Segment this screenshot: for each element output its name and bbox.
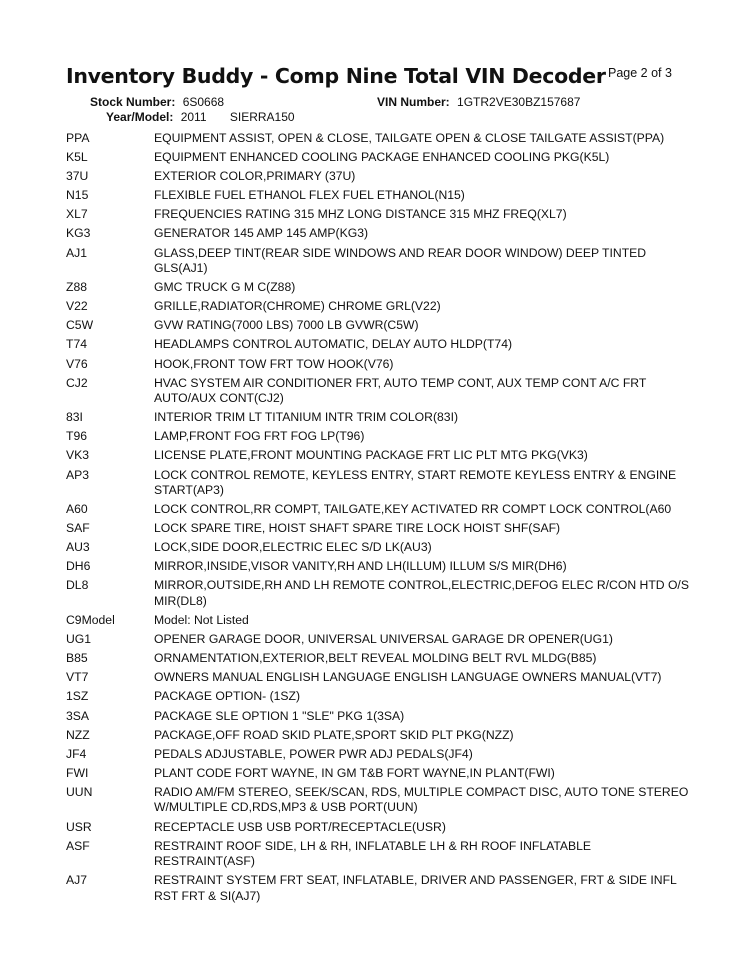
option-row xyxy=(66,785,706,816)
option-description: GVW RATING(7000 LBS) 7000 LB GVWR(C5W) xyxy=(154,318,419,333)
option-code: C5W xyxy=(66,318,94,333)
option-row xyxy=(66,299,706,315)
option-code: VT7 xyxy=(66,670,89,685)
option-row xyxy=(66,613,706,629)
option-code: UG1 xyxy=(66,632,92,647)
option-description: GRILLE,RADIATOR(CHROME) CHROME GRL(V22) xyxy=(154,299,441,314)
option-row xyxy=(66,709,706,725)
option-row xyxy=(66,689,706,705)
option-description: RADIO AM/FM STEREO, SEEK/SCAN, RDS, MULTIPLE COMPACT DISC, AUTO TONE STEREO W/MULTIPLE CD,RDS,MP3 & USB PORT(UUN) xyxy=(154,784,689,815)
option-description: ORNAMENTATION,EXTERIOR,BELT REVEAL MOLDING BELT RVL MLDG(B85) xyxy=(154,651,597,666)
stock-number-label: Stock Number: xyxy=(90,95,176,109)
option-code: 37U xyxy=(66,169,89,184)
option-code: V76 xyxy=(66,356,88,371)
option-row xyxy=(66,429,706,445)
vin-number-value: 1GTR2VE30BZ157687 xyxy=(457,95,581,109)
option-description: OWNERS MANUAL ENGLISH LANGUAGE ENGLISH LANGUAGE OWNERS MANUAL(VT7) xyxy=(154,670,662,685)
option-code: SAF xyxy=(66,521,90,536)
option-code: UUN xyxy=(66,784,93,799)
option-code: 83I xyxy=(66,410,83,425)
document-title: Inventory Buddy - Comp Nine Total VIN Decoder xyxy=(66,64,606,88)
option-code: 3SA xyxy=(66,708,90,723)
option-row xyxy=(66,246,706,277)
option-description: EQUIPMENT ENHANCED COOLING PACKAGE ENHANCED COOLING PKG(K5L) xyxy=(154,150,610,165)
option-row xyxy=(66,448,706,464)
option-description: Model: Not Listed xyxy=(154,613,249,628)
option-code: DL8 xyxy=(66,578,89,593)
stock-number xyxy=(90,95,224,109)
option-code: PPA xyxy=(66,131,90,145)
stock-number-value: 6S0668 xyxy=(182,95,225,109)
option-row xyxy=(66,280,706,296)
option-code: Z88 xyxy=(66,280,88,295)
option-row xyxy=(66,131,706,147)
year-value: 2011 xyxy=(180,110,207,124)
option-row xyxy=(66,502,706,518)
option-code: CJ2 xyxy=(66,375,88,390)
option-description: LOCK,SIDE DOOR,ELECTRIC ELEC S/D LK(AU3) xyxy=(154,540,432,555)
option-code: ASF xyxy=(66,838,90,853)
option-code: JF4 xyxy=(66,746,87,761)
option-description: FLEXIBLE FUEL ETHANOL FLEX FUEL ETHANOL(N15) xyxy=(154,188,465,203)
option-code: 1SZ xyxy=(66,689,89,704)
option-code: AJ7 xyxy=(66,873,88,888)
option-description: MIRROR,OUTSIDE,RH AND LH REMOTE CONTROL,ELECTRIC,DEFOG ELEC R/CON HTD O/S MIR(DL8) xyxy=(154,578,689,608)
option-row xyxy=(66,540,706,556)
option-code: A60 xyxy=(66,502,88,517)
option-code-list xyxy=(66,131,706,908)
option-row xyxy=(66,468,706,499)
option-description: EXTERIOR COLOR,PRIMARY (37U) xyxy=(154,169,356,184)
page-number: Page 2 of 3 xyxy=(608,66,672,80)
option-row xyxy=(66,410,706,426)
option-code: XL7 xyxy=(66,207,88,222)
option-row xyxy=(66,150,706,166)
option-code: B85 xyxy=(66,651,88,666)
year-model-label: Year/Model: xyxy=(106,110,174,124)
option-code: FWI xyxy=(66,765,89,780)
option-description: LICENSE PLATE,FRONT MOUNTING PACKAGE FRT LIC PLT MTG PKG(VK3) xyxy=(154,448,588,463)
option-row xyxy=(66,226,706,242)
option-row xyxy=(66,376,706,407)
option-description: PACKAGE OPTION- (1SZ) xyxy=(154,689,301,704)
option-row xyxy=(66,559,706,575)
year-model xyxy=(106,110,295,124)
option-description: LOCK SPARE TIRE, HOIST SHAFT SPARE TIRE LOCK HOIST SHF(SAF) xyxy=(154,521,561,536)
option-code: N15 xyxy=(66,188,89,203)
option-row xyxy=(66,207,706,223)
option-row xyxy=(66,521,706,537)
option-row xyxy=(66,169,706,185)
option-row xyxy=(66,728,706,744)
option-row xyxy=(66,670,706,686)
option-description: HOOK,FRONT TOW FRT TOW HOOK(V76) xyxy=(154,356,394,371)
option-row xyxy=(66,578,706,609)
option-description: EQUIPMENT ASSIST, OPEN & CLOSE, TAILGATE OPEN & CLOSE TAILGATE ASSIST(PPA) xyxy=(154,131,665,145)
option-code: USR xyxy=(66,819,92,834)
option-description: FREQUENCIES RATING 315 MHZ LONG DISTANCE 315 MHZ FREQ(XL7) xyxy=(154,207,567,222)
option-row xyxy=(66,337,706,353)
option-code: AU3 xyxy=(66,540,90,555)
option-description: HVAC SYSTEM AIR CONDITIONER FRT, AUTO TEMP CONT, AUX TEMP CONT A/C FRT AUTO/AUX CONT(CJ2) xyxy=(154,375,647,406)
option-row xyxy=(66,318,706,334)
option-row xyxy=(66,766,706,782)
option-description: LOCK CONTROL REMOTE, KEYLESS ENTRY, START REMOTE KEYLESS ENTRY & ENGINE START(AP3) xyxy=(154,467,677,497)
option-code: T74 xyxy=(66,337,88,352)
option-code: AJ1 xyxy=(66,245,88,260)
option-row xyxy=(66,747,706,763)
option-code: AP3 xyxy=(66,467,90,482)
option-description: GMC TRUCK G M C(Z88) xyxy=(154,280,296,295)
option-description: INTERIOR TRIM LT TITANIUM INTR TRIM COLOR(83I) xyxy=(154,410,459,425)
option-row xyxy=(66,632,706,648)
option-row xyxy=(66,651,706,667)
option-code: VK3 xyxy=(66,448,90,463)
option-description: LOCK CONTROL,RR COMPT, TAILGATE,KEY ACTIVATED RR COMPT LOCK CONTROL(A60 xyxy=(154,502,672,517)
option-description: PLANT CODE FORT WAYNE, IN GM T&B FORT WAYNE,IN PLANT(FWI) xyxy=(154,765,555,780)
option-description: GLASS,DEEP TINT(REAR SIDE WINDOWS AND REAR DOOR WINDOW) DEEP TINTED GLS(AJ1) xyxy=(154,245,647,276)
option-description: OPENER GARAGE DOOR, UNIVERSAL UNIVERSAL GARAGE DR OPENER(UG1) xyxy=(154,632,613,647)
option-row xyxy=(66,188,706,204)
option-code: DH6 xyxy=(66,559,91,574)
option-description: MIRROR,INSIDE,VISOR VANITY,RH AND LH(ILLUM) ILLUM S/S MIR(DH6) xyxy=(154,559,567,574)
option-description: RESTRAINT SYSTEM FRT SEAT, INFLATABLE, DRIVER AND PASSENGER, FRT & SIDE INFL RST FRT & SI(AJ7) xyxy=(154,873,677,903)
option-description: RESTRAINT ROOF SIDE, LH & RH, INFLATABLE LH & RH ROOF INFLATABLE RESTRAINT(ASF) xyxy=(154,838,592,869)
option-row xyxy=(66,839,706,870)
option-code: KG3 xyxy=(66,226,91,241)
option-code: T96 xyxy=(66,429,88,444)
vin-number-label: VIN Number: xyxy=(377,95,450,109)
option-code: K5L xyxy=(66,150,88,165)
model-value: SIERRA150 xyxy=(229,110,295,124)
option-code: V22 xyxy=(66,299,88,314)
option-description: PACKAGE,OFF ROAD SKID PLATE,SPORT SKID PLT PKG(NZZ) xyxy=(154,727,514,742)
option-description: HEADLAMPS CONTROL AUTOMATIC, DELAY AUTO HLDP(T74) xyxy=(154,337,513,352)
option-code: C9Model xyxy=(66,613,115,628)
option-description: PEDALS ADJUSTABLE, POWER PWR ADJ PEDALS(JF4) xyxy=(154,746,473,761)
vin-number xyxy=(377,95,580,109)
option-description: PACKAGE SLE OPTION 1 "SLE" PKG 1(3SA) xyxy=(154,708,405,723)
option-row xyxy=(66,820,706,836)
option-description: RECEPTACLE USB USB PORT/RECEPTACLE(USR) xyxy=(154,819,446,834)
option-description: LAMP,FRONT FOG FRT FOG LP(T96) xyxy=(154,429,365,444)
option-code: NZZ xyxy=(66,727,90,742)
option-row xyxy=(66,873,706,904)
option-row xyxy=(66,357,706,373)
option-description: GENERATOR 145 AMP 145 AMP(KG3) xyxy=(154,226,369,241)
